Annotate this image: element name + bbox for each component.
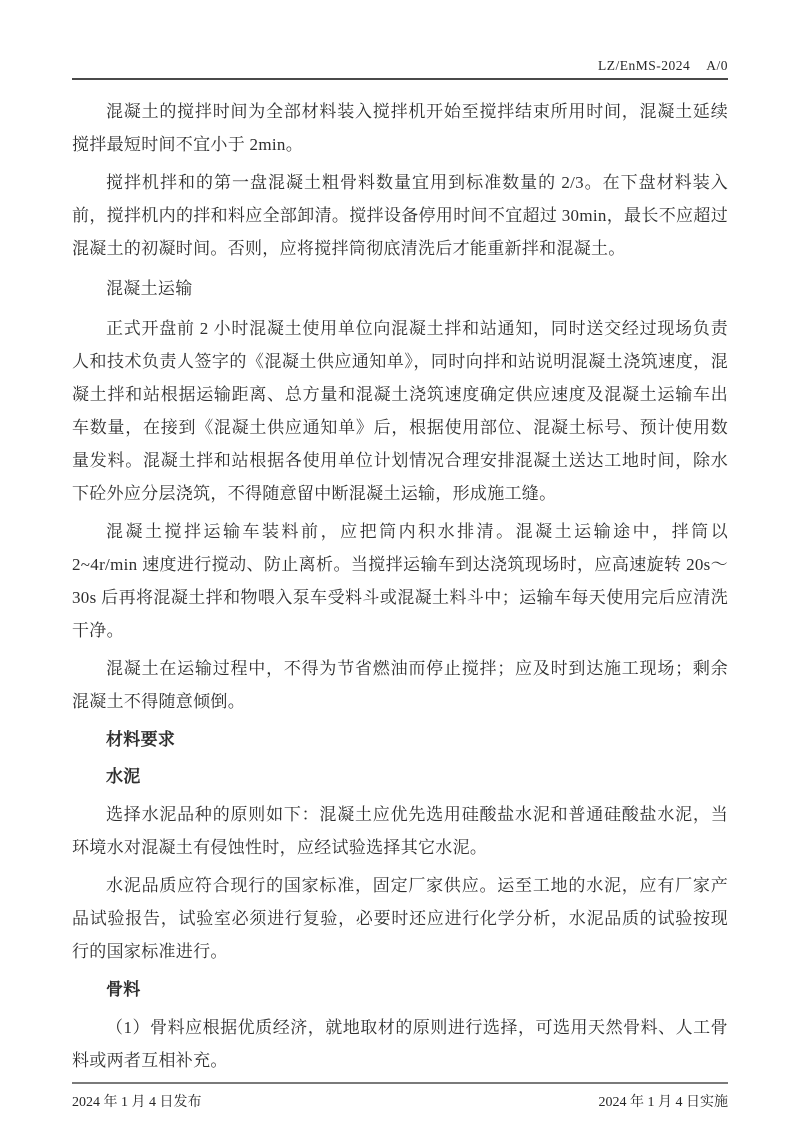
paragraph-supply-notice: 正式开盘前 2 小时混凝土使用单位向混凝土拌和站通知，同时送交经过现场负责人和技术负责人签字的《混凝土供应通知单》，同时向拌和站说明混凝土浇筑速度，混凝土拌和站根据运输距离、总方量和混凝土浇筑速度确定供应速度及混凝土运输车出车数量，在接到《混凝土供应通知单》后，根据使用部位、混凝土标号、预计使用数量发料。混凝土拌和站根据各使用单位计划情况合理安排混凝土送达工地时间，除水下砼外应分层浇筑，不得随意留中断混凝土运输，形成施工缝。 (72, 319, 728, 503)
page-header (72, 0, 728, 80)
paragraph-cement-selection: 选择水泥品种的原则如下：混凝土应优先选用硅酸盐水泥和普通硅酸盐水泥，当环境水对混凝土有侵蚀性时，应经试验选择其它水泥。 (72, 805, 728, 857)
footer-implementation-date: 2024 年 1 月 4 日实施 (598, 1095, 728, 1110)
heading-cement: 水泥 (106, 767, 141, 786)
paragraph-truck-loading: 混凝土搅拌运输车装料前，应把筒内积水排清。混凝土运输途中，拌筒以 2~4r/min 速度进行搅动、防止离析。当搅拌运输车到达浇筑现场时，应高速旋转 20s～30s 后再将混凝土拌和物喂入泵车受料斗或混凝土料斗中；运输车每天使用完后应清洗干净。 (72, 522, 728, 640)
paragraph-cement-quality: 水泥品质应符合现行的国家标准，固定厂家供应。运至工地的水泥，应有厂家产品试验报告，试验室必须进行复验，必要时还应进行化学分析，水泥品质的试验按现行的国家标准进行。 (72, 876, 728, 961)
subheading-concrete-transport: 混凝土运输 (106, 279, 193, 298)
heading-aggregate: 骨料 (106, 980, 141, 999)
paragraph-transport-rules: 混凝土在运输过程中，不得为节省燃油而停止搅拌；应及时到达施工现场；剩余混凝土不得随意倾倒。 (72, 659, 728, 711)
doc-revision: A/0 (706, 58, 728, 73)
header-rule (72, 58, 728, 80)
paragraph-mixing-time: 混凝土的搅拌时间为全部材料装入搅拌机开始至搅拌结束所用时间，混凝土延续搅拌最短时间不宜小于 2min。 (72, 102, 728, 154)
page-footer (72, 1082, 728, 1111)
doc-code: LZ/EnMS-2024 (598, 58, 691, 73)
heading-material-requirements: 材料要求 (106, 730, 176, 749)
paragraph-aggregate-selection: （1）骨料应根据优质经济，就地取材的原则进行选择，可选用天然骨料、人工骨料或两者互相补充。 (72, 1018, 728, 1070)
document-body (72, 80, 728, 1082)
paragraph-first-batch: 搅拌机拌和的第一盘混凝土粗骨料数量宜用到标准数量的 2/3。在下盘材料装入前，搅拌机内的拌和料应全部卸清。搅拌设备停用时间不宜超过 30min，最长不应超过混凝土的初凝时间。否则，应将搅拌筒彻底清洗后才能重新拌和混凝土。 (72, 173, 728, 258)
footer-release-date: 2024 年 1 月 4 日发布 (72, 1095, 202, 1110)
